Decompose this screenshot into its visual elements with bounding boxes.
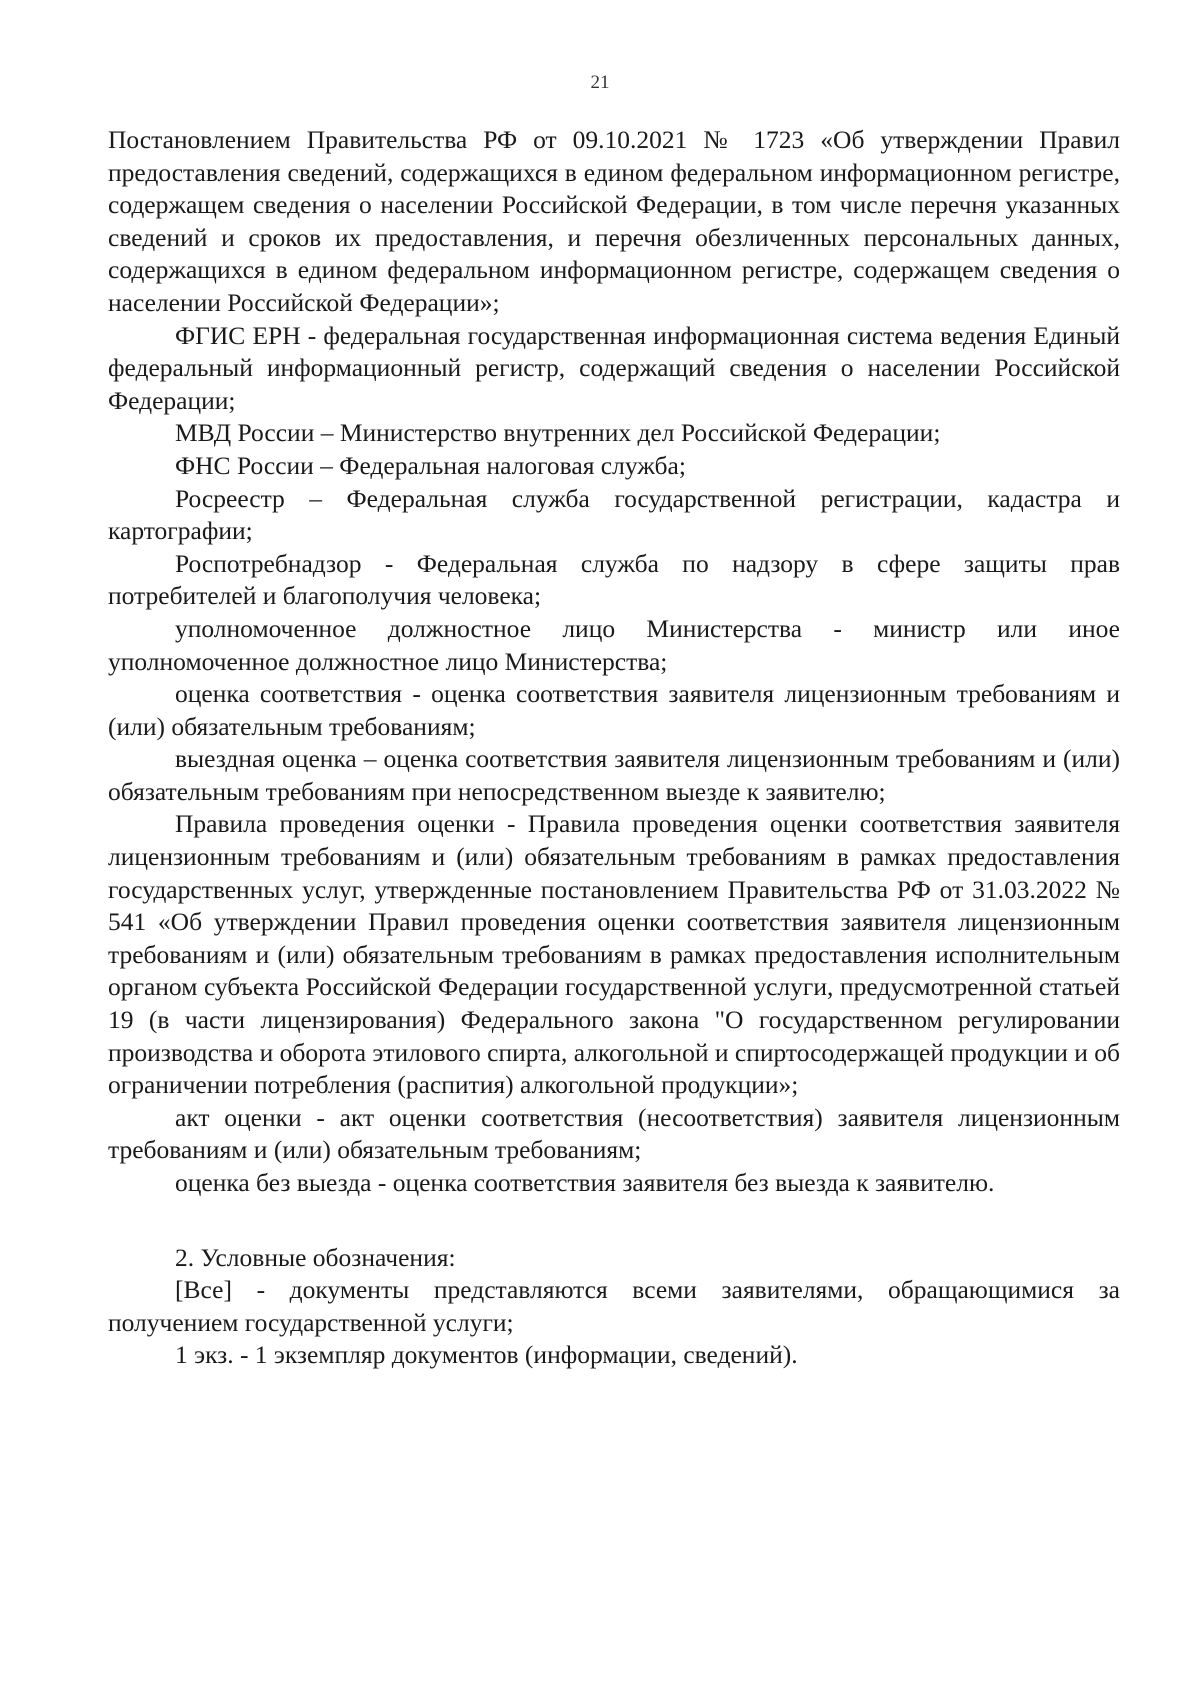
paragraph-assessment-act: акт оценки - акт оценки соответствия (несоответствия) заявителя лицензионным требованиям и (или) обязательным требованиям; — [108, 1102, 1120, 1165]
paragraph-authorized-official: уполномоченное должностное лицо Министерства - министр или иное уполномоченное должностное лицо Министерства; — [108, 613, 1120, 676]
section-heading-symbols: 2. Условные обозначения: — [175, 1242, 456, 1272]
paragraph-remote-assessment: оценка без выезда - оценка соответствия заявителя без выезда к заявителю. — [175, 1168, 995, 1197]
document-body — [108, 124, 1120, 1372]
paragraph-onsite-assessment: выездная оценка – оценка соответствия заявителя лицензионным требованиям и (или) обязательным требованиям при непосредственном выезде к заявителю; — [108, 744, 1120, 806]
paragraph-mvd: МВД России – Министерство внутренних дел Российской Федерации; — [175, 418, 941, 448]
page-number: 21 — [590, 72, 610, 93]
paragraph-fns: ФНС России – Федеральная налоговая служба; — [175, 450, 686, 480]
section-spacer — [108, 1200, 1120, 1242]
paragraph-fgis-ern: ФГИС ЕРН - федеральная государственная информационная система ведения Единый федеральный информационный регистр, содержащий сведения о населении Российской Федерации; — [108, 320, 1120, 415]
paragraph-rosreestr: Росреестр – Федеральная служба государственной регистрации, кадастра и картографии; — [108, 483, 1120, 546]
paragraph-rospotrebnadzor: Роспотребнадзор - Федеральная служба по надзору в сфере защиты прав потребителей и благополучия человека; — [108, 548, 1120, 611]
paragraph-all-applicants: [Все] - документы представляются всеми заявителями, обращающимися за получением государственной услуги; — [108, 1275, 1120, 1337]
paragraph-resolution-reference: Постановлением Правительства РФ от 09.10.2021 № 1723 «Об утверждении Правил предоставления сведений, содержащихся в едином федеральном информационном регистре, содержащем сведения о населении Российской Федерации, в том числе перечня указанных сведений и сроков их предоставления, и перечня обезличенных персональных данных, содержащихся в едином федеральном информационном регистре, содержащем сведения о населении Российской Федерации»; — [108, 125, 1120, 317]
paragraph-conformity-assessment: оценка соответствия - оценка соответствия заявителя лицензионным требованиям и (или) обязательным требованиям; — [108, 679, 1120, 741]
paragraph-one-copy: 1 экз. - 1 экземпляр документов (информации, сведений). — [175, 1340, 798, 1370]
paragraph-assessment-rules: Правила проведения оценки - Правила проведения оценки соответствия заявителя лицензионным требованиям и (или) обязательным требованиям в рамках предоставления государственных услуг, утвержденные постановлением Правительства РФ от 31.03.2022 № 541 «Об утверждении Правил проведения оценки соответствия заявителя лицензионным требованиям и (или) обязательным требованиям в рамках предоставления исполнительным органом субъекта Российской Федерации государственной услуги, предусмотренной статьей 19 (в части лицензирования) Федерального закона "О государственном регулировании производства и оборота этилового спирта, алкогольной и спиртосодержащей продукции и об ограничении потребления (распития) алкогольной продукции»; — [108, 809, 1120, 1100]
